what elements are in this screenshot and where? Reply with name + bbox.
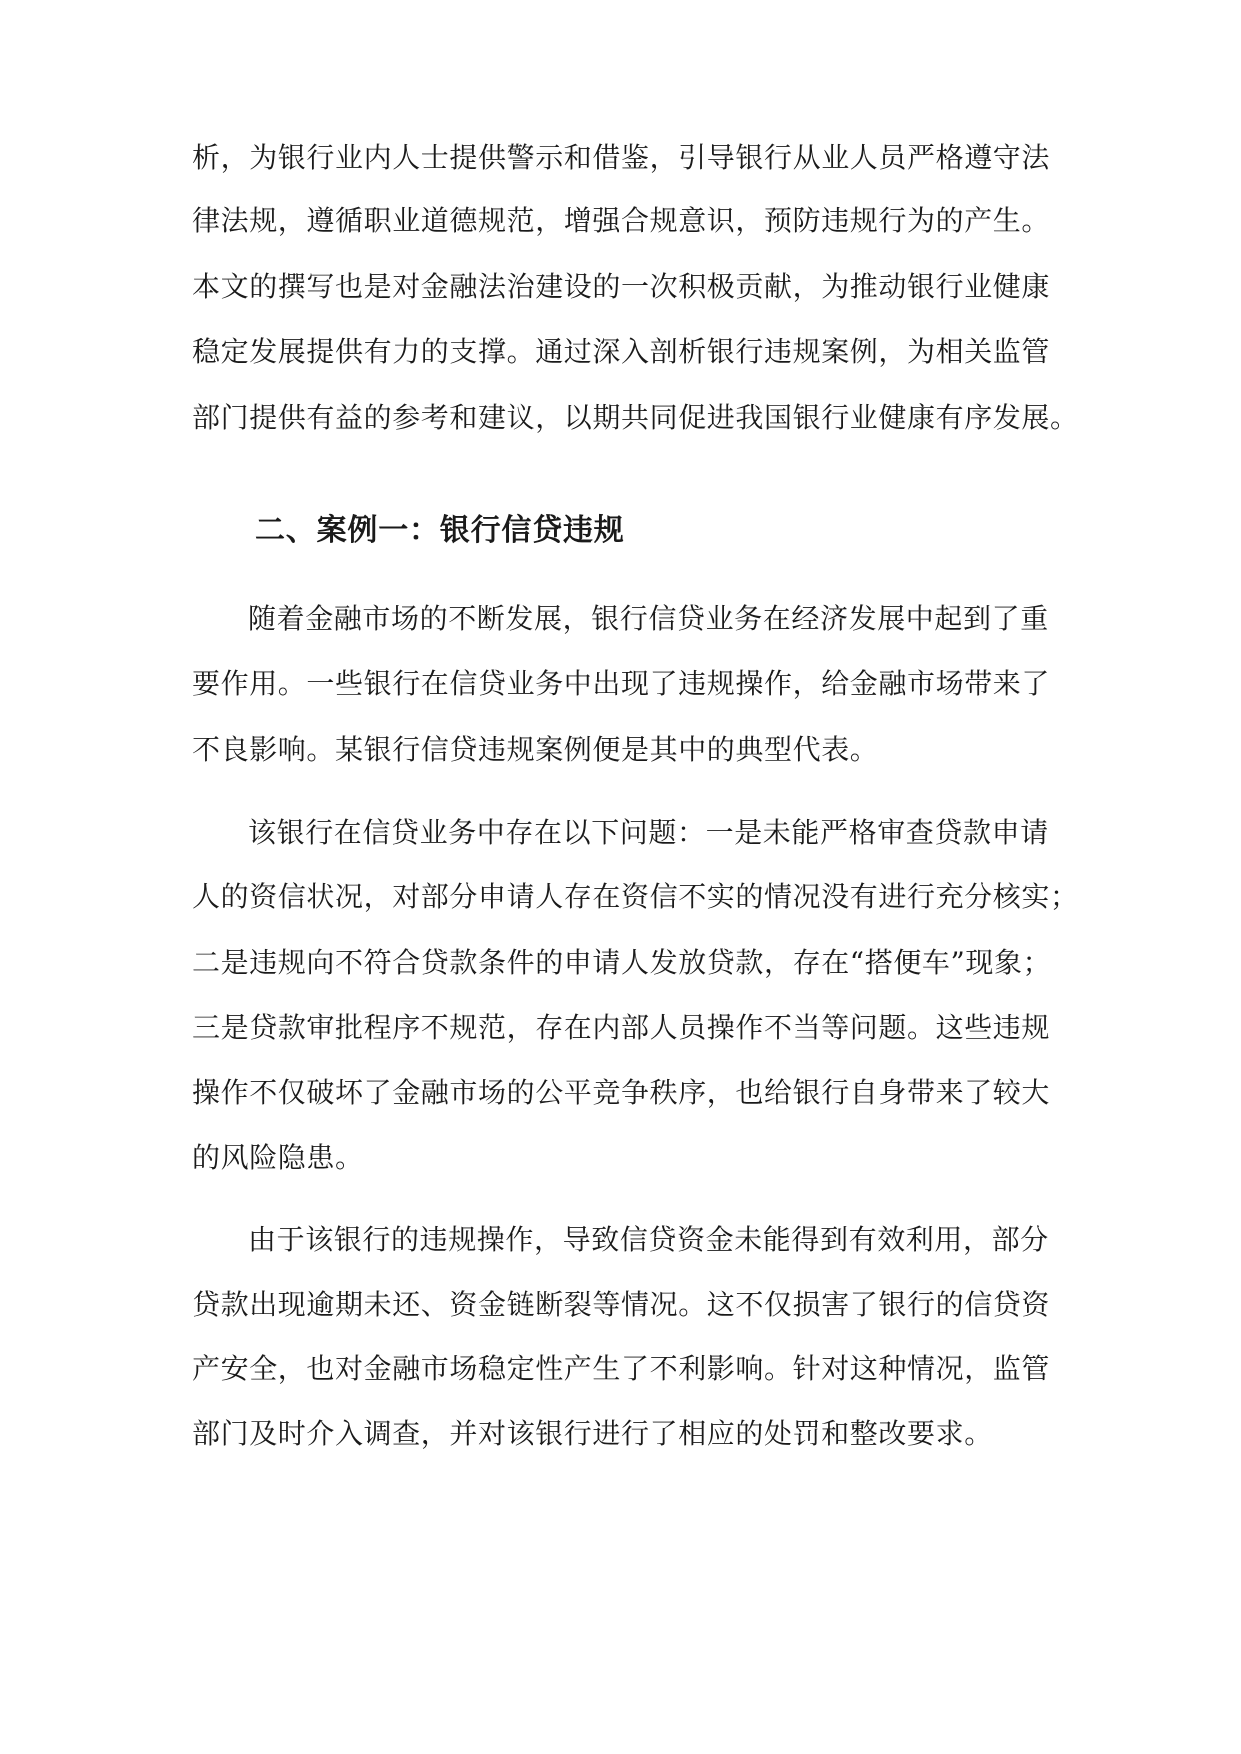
text-line: 二是违规向不符合贷款条件的申请人发放贷款，存在“搭便车”现象； [192, 946, 1052, 979]
text-line: 随着金融市场的不断发展，银行信贷业务在经济发展中起到了重 [248, 602, 1049, 635]
text-line: 稳定发展提供有力的支撑。通过深入剖析银行违规案例，为相关监管 [192, 335, 1051, 368]
text-line: 该银行在信贷业务中存在以下问题：一是未能严格审查贷款申请 [248, 816, 1049, 849]
text-line: 的风险隐患。 [192, 1141, 364, 1174]
text-line: 本文的撰写也是对金融法治建设的一次积极贡献，为推动银行业健康 [192, 270, 1051, 303]
text-line: 律法规，遵循职业道德规范，增强合规意识，预防违规行为的产生。 [192, 204, 1051, 237]
text-line: 要作用。一些银行在信贷业务中出现了违规操作，给金融市场带来了 [192, 667, 1051, 700]
section-heading: 二、案例一：银行信贷违规 [255, 513, 625, 548]
text-line: 析，为银行业内人士提供警示和借鉴，引导银行从业人员严格遵守法 [192, 141, 1051, 174]
text-line: 人的资信状况，对部分申请人存在资信不实的情况没有进行充分核实； [192, 880, 1079, 913]
text-line: 不良影响。某银行信贷违规案例便是其中的典型代表。 [192, 733, 879, 766]
text-line: 产安全，也对金融市场稳定性产生了不利影响。针对这种情况，监管 [192, 1352, 1051, 1385]
text-line: 贷款出现逾期未还、资金链断裂等情况。这不仅损害了银行的信贷资 [192, 1288, 1051, 1321]
text-line: 部门及时介入调查，并对该银行进行了相应的处罚和整改要求。 [192, 1417, 993, 1450]
text-line: 操作不仅破坏了金融市场的公平竞争秩序，也给银行自身带来了较大 [192, 1076, 1051, 1109]
text-line: 部门提供有益的参考和建议，以期共同促进我国银行业健康有序发展。 [192, 401, 1079, 434]
text-line: 由于该银行的违规操作，导致信贷资金未能得到有效利用，部分 [248, 1223, 1049, 1256]
text-line: 三是贷款审批程序不规范，存在内部人员操作不当等问题。这些违规 [192, 1011, 1051, 1044]
